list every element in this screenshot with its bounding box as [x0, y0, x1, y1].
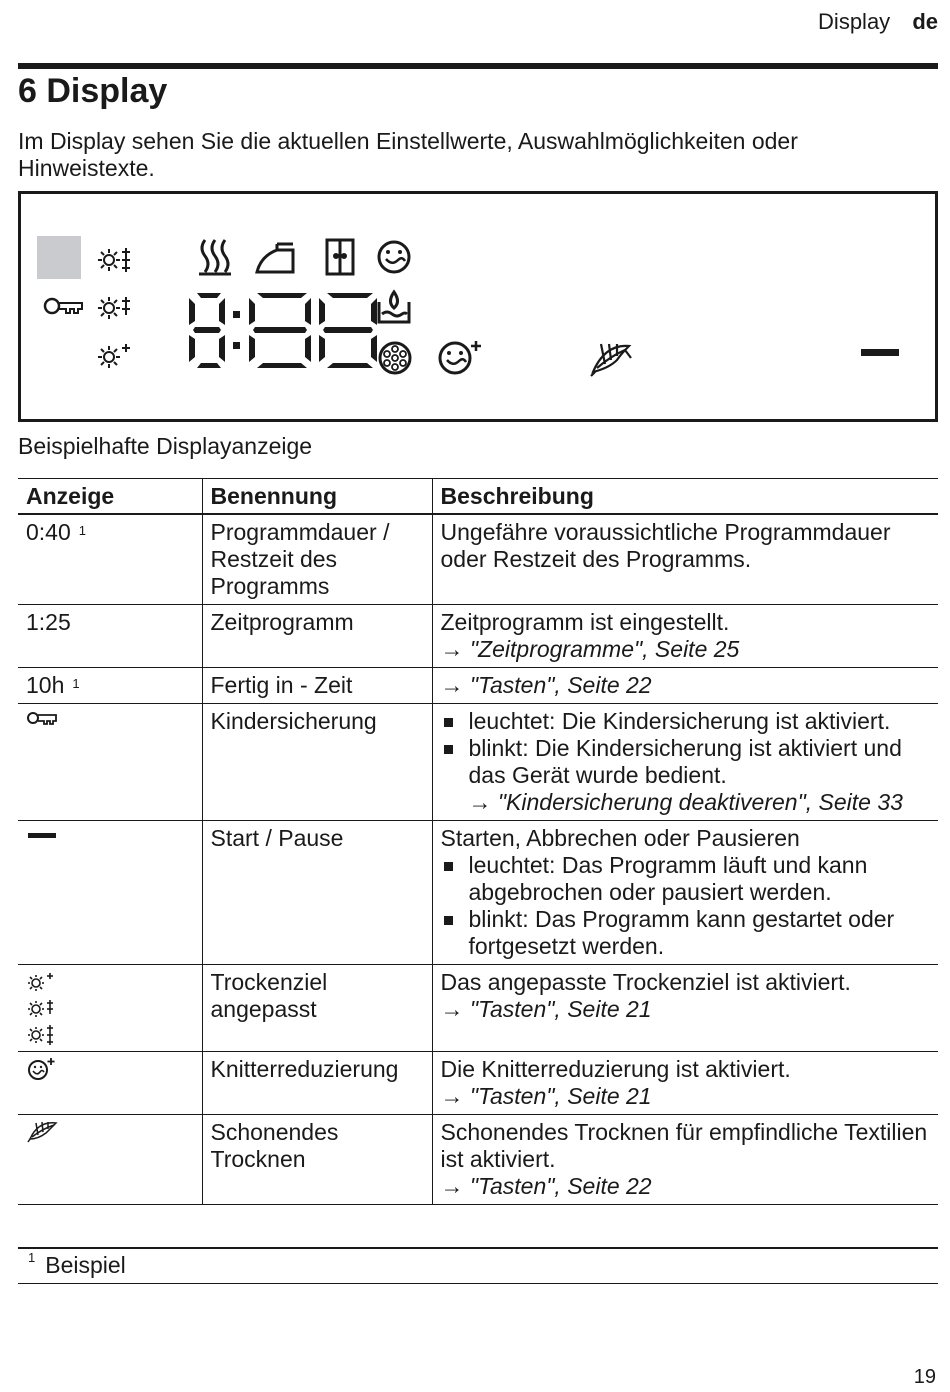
list-item-text: blinkt: Die Kindersicherung ist aktiviert und das Gerät wurde bedient. — [468, 735, 902, 788]
water-container-icon — [379, 292, 409, 322]
feather-icon — [26, 1119, 60, 1143]
footnote-mark: 1 — [28, 1250, 36, 1265]
dryness-level-icon — [98, 248, 130, 272]
list-item: leuchtet: Die Kindersicherung ist aktiviert. — [441, 708, 931, 735]
header-benennung: Benennung — [202, 479, 432, 515]
dryness-plus-plus-icon — [98, 297, 130, 319]
anti-crease-icon — [379, 242, 409, 272]
description-text: Das angepasste Trockenziel ist aktiviert. — [440, 969, 851, 995]
footnote — [18, 1252, 126, 1279]
cross-reference-text[interactable]: "Tasten", Seite 21 — [469, 1083, 652, 1109]
display-table — [18, 478, 938, 1205]
header-language: de — [912, 9, 938, 34]
indicator-square — [37, 236, 81, 279]
table-row — [18, 704, 938, 821]
list-item: blinkt: Das Programm kann gestartet oder fortgesetzt werden. — [441, 906, 931, 960]
cross-reference-link[interactable]: → "Tasten", Seite 21 — [440, 1083, 652, 1109]
anzeige-cell — [18, 704, 202, 821]
beschreibung-cell — [432, 1052, 938, 1115]
table-row — [18, 605, 938, 668]
cross-reference-link[interactable]: → "Tasten", Seite 22 — [440, 1173, 652, 1199]
feather-icon — [591, 344, 631, 376]
list-item: leuchtet: Das Programm läuft und kann abgebrochen oder pausiert werden. — [441, 852, 931, 906]
table-row — [18, 821, 938, 965]
footnote-text: Beispiel — [45, 1252, 126, 1278]
description-text: Die Knitterreduzierung ist aktiviert. — [440, 1056, 791, 1082]
dryness-plus-icon — [98, 344, 130, 368]
key-icon — [45, 299, 82, 313]
benennung-cell: Programmdauer / Restzeit des Programms — [202, 514, 432, 605]
list-item — [441, 735, 931, 816]
filter-icon — [380, 343, 410, 373]
display-illustration — [18, 191, 938, 422]
cross-reference-text[interactable]: "Tasten", Seite 22 — [469, 1173, 652, 1199]
anzeige-cell — [18, 1052, 202, 1115]
description-text: Starten, Abbrechen oder Pausieren — [440, 825, 800, 851]
benennung-cell: Zeitprogramm — [202, 605, 432, 668]
description-text: Zeitprogramm ist eingestellt. — [440, 609, 730, 635]
header-beschreibung: Beschreibung — [432, 479, 938, 515]
cross-reference-link[interactable]: → "Zeitprogramme", Seite 25 — [440, 636, 740, 662]
beschreibung-cell — [432, 965, 938, 1052]
intro-text: Im Display sehen Sie die aktuellen Einstellwerte, Auswahlmöglichkeiten oder Hinweistexte. — [18, 128, 798, 181]
start-pause-bar-icon — [26, 825, 60, 845]
display-caption: Beispielhafte Displayanzeige — [18, 433, 313, 459]
benennung-cell: Kindersicherung — [202, 704, 432, 821]
anzeige-cell — [18, 668, 202, 704]
benennung-cell: Knitterreduzierung — [202, 1052, 432, 1115]
benennung-cell: Start / Pause — [202, 821, 432, 965]
start-pause-bar-icon — [861, 349, 899, 356]
footnote-ref: 1 — [78, 523, 86, 538]
anzeige-cell — [18, 1115, 202, 1205]
table-row — [18, 1052, 938, 1115]
description-text: Schonendes Trocknen für empfindliche Textilien ist aktiviert. — [440, 1119, 928, 1172]
iron-icon — [257, 244, 293, 272]
page-title: 6 Display — [18, 72, 168, 110]
beschreibung-cell — [432, 1115, 938, 1205]
beschreibung-cell — [432, 668, 938, 704]
cross-reference-text[interactable]: "Tasten", Seite 21 — [469, 996, 652, 1022]
cross-reference-link[interactable]: → "Tasten", Seite 22 — [440, 672, 652, 698]
footnote-ref: 1 — [72, 676, 80, 691]
steam-icon — [199, 240, 231, 274]
anzeige-value: 10h — [26, 672, 65, 698]
header-section: Display — [818, 9, 891, 34]
anzeige-cell — [18, 965, 202, 1052]
footnote-rule — [18, 1247, 938, 1249]
bullet-list — [441, 708, 931, 816]
seven-segment-display — [189, 293, 377, 368]
cross-reference-text[interactable]: "Kindersicherung deaktiveren", Seite 33 — [497, 789, 903, 815]
cross-reference-text[interactable]: "Tasten", Seite 22 — [469, 672, 652, 698]
table-row — [18, 668, 938, 704]
anzeige-cell — [18, 514, 202, 605]
header-rule — [18, 63, 938, 69]
key-icon — [26, 708, 60, 728]
table-row — [18, 965, 938, 1052]
anzeige-cell — [18, 821, 202, 965]
benennung-cell: Schonendes Trocknen — [202, 1115, 432, 1205]
beschreibung-cell — [432, 605, 938, 668]
table-row — [18, 1115, 938, 1205]
beschreibung-cell: Ungefähre voraussichtliche Programmdauer oder Restzeit des Programms. — [432, 514, 938, 605]
running-header — [818, 9, 938, 35]
page-number: 19 — [913, 1366, 936, 1388]
anti-crease-plus-icon — [26, 1056, 60, 1082]
anzeige-cell: 1:25 — [18, 605, 202, 668]
header-anzeige: Anzeige — [18, 479, 202, 515]
cross-reference-link[interactable]: → "Tasten", Seite 21 — [440, 996, 652, 1022]
footnote-bottom-rule — [18, 1283, 938, 1284]
bullet-list — [441, 852, 931, 960]
anzeige-value: 0:40 — [26, 519, 71, 545]
dryness-target-icons — [26, 969, 60, 1047]
beschreibung-cell — [432, 704, 938, 821]
cross-reference-link[interactable]: → "Kindersicherung deaktiveren", Seite 33 — [468, 789, 903, 815]
wardrobe-icon — [327, 240, 353, 274]
beschreibung-cell — [432, 821, 938, 965]
benennung-cell: Trockenziel angepasst — [202, 965, 432, 1052]
anti-crease-plus-icon — [440, 341, 481, 373]
table-header-row — [18, 479, 938, 515]
cross-reference-text[interactable]: "Zeitprogramme", Seite 25 — [469, 636, 740, 662]
benennung-cell: Fertig in - Zeit — [202, 668, 432, 704]
table-row — [18, 514, 938, 605]
